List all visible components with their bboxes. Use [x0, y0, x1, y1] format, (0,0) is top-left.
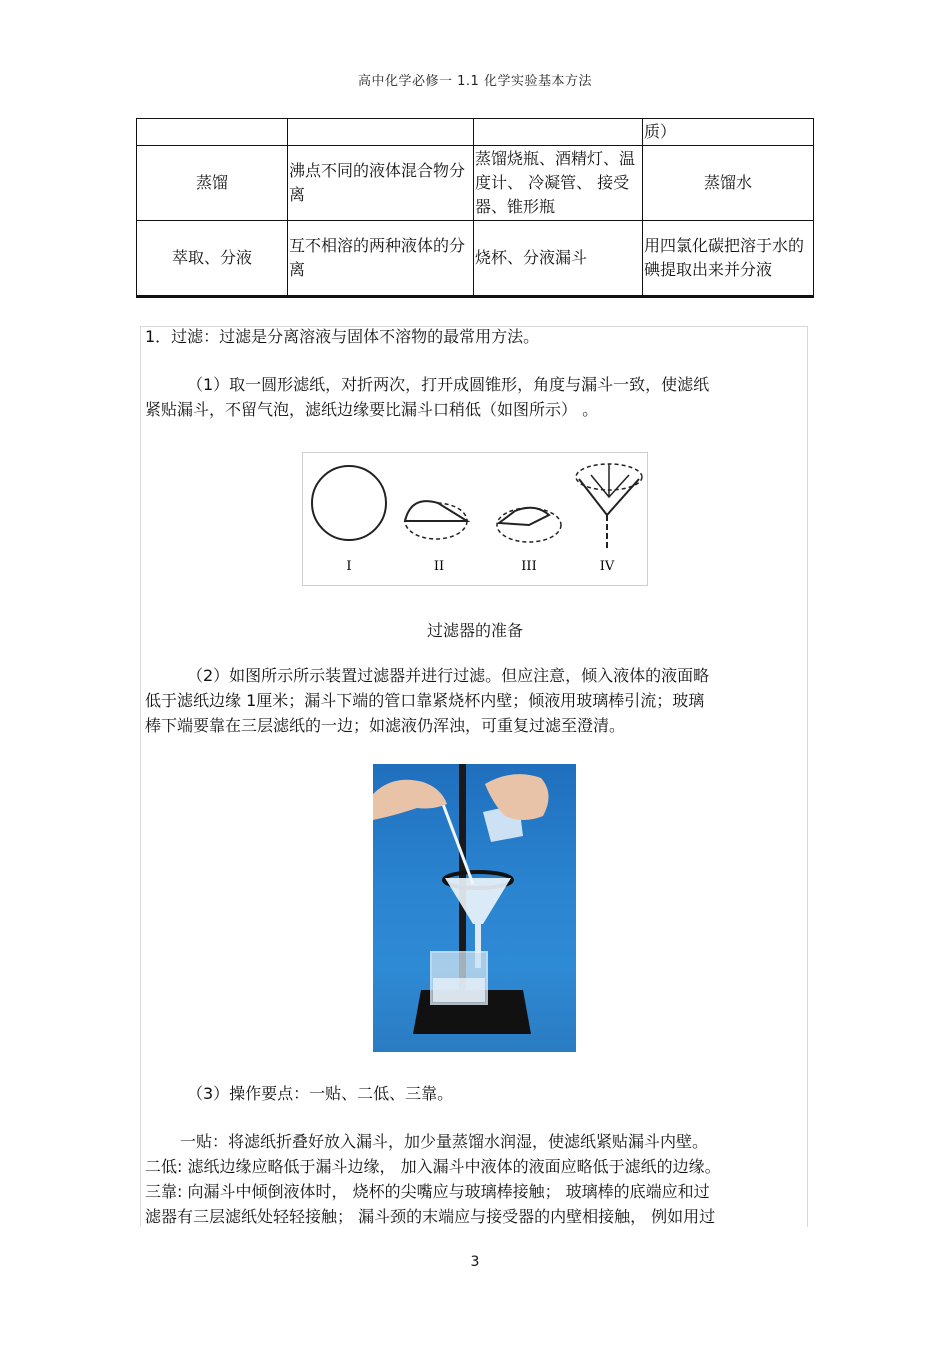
filter-preparation-figure	[302, 452, 648, 586]
table-cell-example: 蒸馏水	[643, 146, 814, 221]
filter-paper-circle	[312, 466, 386, 540]
paragraph-three-lean-line2: 滤器有三层滤纸处轻轻接触； 漏斗颈的末端应与接受器的内壁相接触， 例如用过	[145, 1207, 716, 1226]
paragraph-step1-line1: （1）取一圆形滤纸，对折两次，打开成圆锥形，角度与漏斗一致，使滤纸	[187, 375, 710, 394]
table-cell-example: 用四氯化碳把溶于水的碘提取出来并分液	[643, 221, 814, 297]
paragraph-step2-line1: （2）如图所示所示装置过滤器并进行过滤。但应注意，倾入液体的液面略	[187, 666, 710, 685]
table-row	[137, 146, 814, 221]
left-hand	[373, 780, 447, 820]
table-cell	[137, 119, 288, 146]
figure-label-i: I	[346, 559, 352, 574]
paragraph-one-stick: 一贴：将滤纸折叠好放入漏斗，加少量蒸馏水润湿，使滤纸紧贴漏斗内壁。	[180, 1132, 709, 1151]
page-header: 高中化学必修一 1.1 化学实验基本方法	[358, 74, 592, 89]
table-cell-apparatus: 烧杯、分液漏斗	[474, 221, 643, 297]
table-cell	[288, 119, 474, 146]
figure-label-iv: IV	[599, 559, 615, 574]
table-cell-applicability: 互不相溶的两种液体的分离	[288, 221, 474, 297]
paragraph-two-low: 二低: 滤纸边缘应略低于漏斗边缘， 加入漏斗中液体的液面应略低于滤纸的边缘。	[145, 1157, 721, 1176]
quarter-fold-iii	[499, 508, 549, 525]
paragraph-step1-line2: 紧贴漏斗，不留气泡，滤纸边缘要比漏斗口稍低（如图所示） 。	[145, 400, 599, 419]
paragraph-three-lean-line1: 三靠: 向漏斗中倾倒液体时， 烧杯的尖嘴应与玻璃棒接触； 玻璃棒的底端应和过	[145, 1182, 710, 1201]
cone-paper	[591, 475, 629, 497]
table-cell-applicability: 沸点不同的液体混合物分离	[288, 146, 474, 221]
table-cell-method: 萃取、分液	[137, 221, 288, 297]
filtration-photo-illustration	[373, 764, 576, 1052]
table-cell	[474, 119, 643, 146]
paragraph-key-points: （3）操作要点：一贴、二低、三靠。	[187, 1084, 454, 1103]
beaker-liquid	[433, 978, 485, 1002]
table-cell-method: 蒸馏	[137, 146, 288, 221]
table-row	[137, 221, 814, 297]
table-cell: 质）	[643, 119, 814, 146]
filter-folding-diagram	[303, 453, 647, 585]
funnel	[445, 878, 511, 924]
separation-methods-table	[136, 118, 814, 298]
table-cell-apparatus: 蒸馏烧瓶、酒精灯、温度计、 冷凝管、 接受器、锥形瓶	[474, 146, 643, 221]
paragraph-filtration-intro: 1．过滤：过滤是分离溶液与固体不溶物的最常用方法。	[145, 327, 540, 346]
paragraph-step2-line2: 低于滤纸边缘 1厘米；漏斗下端的管口靠紧烧杯内壁；倾液用玻璃棒引流；玻璃	[145, 691, 705, 710]
figure-label-ii: II	[433, 559, 445, 574]
paragraph-step2-line3: 棒下端要靠在三层滤纸的一边；如滤液仍浑浊，可重复过滤至澄清。	[145, 716, 626, 735]
page-number: 3	[470, 1254, 480, 1270]
figure-caption: 过滤器的准备	[426, 621, 523, 640]
figure-label-iii: III	[521, 559, 537, 574]
filtration-apparatus-photo	[373, 764, 576, 1052]
table-row	[137, 119, 814, 146]
half-fold-ii	[405, 501, 467, 521]
